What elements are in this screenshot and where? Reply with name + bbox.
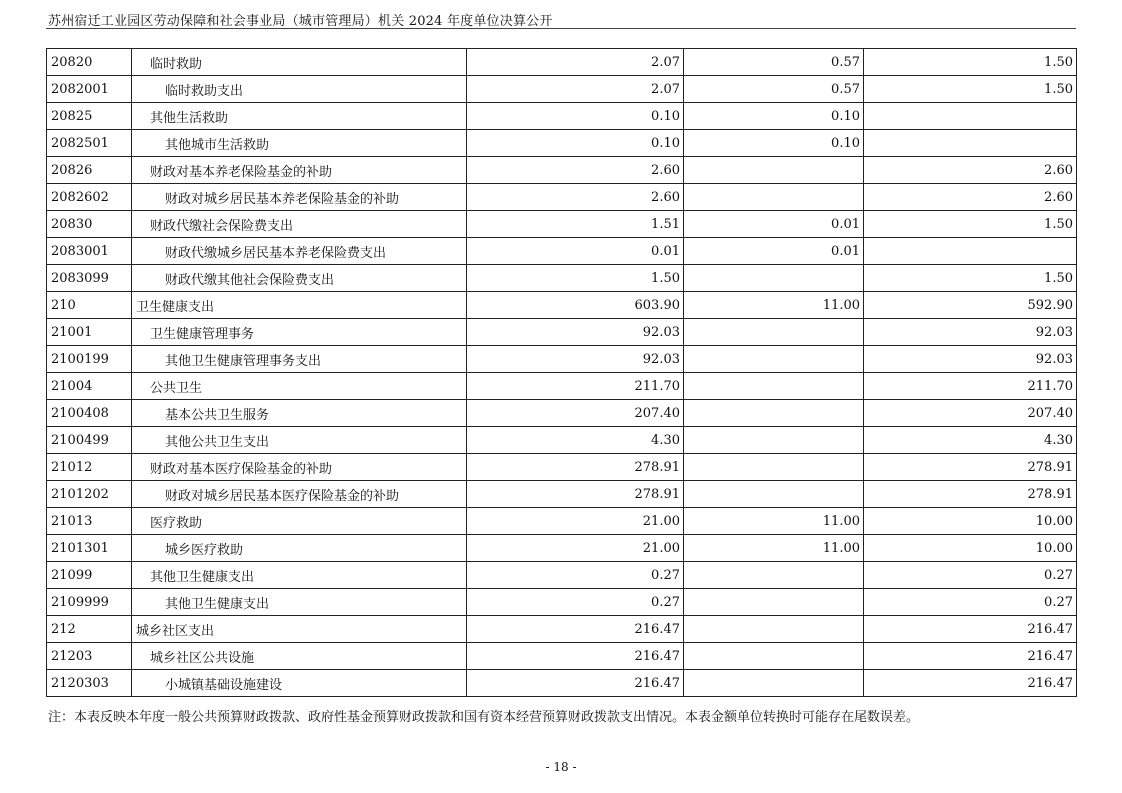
basic-expenditure-cell — [684, 643, 864, 670]
table-row — [47, 616, 1077, 643]
subject-code-cell: 2100408 — [47, 400, 132, 427]
subject-code-cell: 2101301 — [47, 535, 132, 562]
project-expenditure-cell: 211.70 — [864, 373, 1077, 400]
subject-code-cell: 2109999 — [47, 589, 132, 616]
basic-expenditure-cell: 0.10 — [684, 103, 864, 130]
total-amount-cell: 0.10 — [467, 103, 684, 130]
subject-name-cell: 财政对基本医疗保险基金的补助 — [132, 454, 467, 481]
page-number: - 18 - — [545, 760, 577, 774]
project-expenditure-cell: 207.40 — [864, 400, 1077, 427]
expenditure-table-body — [47, 49, 1077, 697]
total-amount-cell: 92.03 — [467, 346, 684, 373]
table-row — [47, 346, 1077, 373]
basic-expenditure-cell — [684, 157, 864, 184]
subject-name-cell: 财政代缴其他社会保险费支出 — [132, 265, 467, 292]
project-expenditure-cell — [864, 103, 1077, 130]
subject-name-cell: 城乡社区公共设施 — [132, 643, 467, 670]
total-amount-cell: 2.60 — [467, 184, 684, 211]
basic-expenditure-cell — [684, 454, 864, 481]
table-row — [47, 130, 1077, 157]
total-amount-cell: 216.47 — [467, 643, 684, 670]
total-amount-cell: 4.30 — [467, 427, 684, 454]
subject-name-cell: 其他卫生健康支出 — [132, 562, 467, 589]
project-expenditure-cell: 0.27 — [864, 589, 1077, 616]
table-row — [47, 319, 1077, 346]
subject-name-cell: 临时救助 — [132, 49, 467, 76]
subject-code-cell: 2101202 — [47, 481, 132, 508]
project-expenditure-cell: 92.03 — [864, 319, 1077, 346]
subject-code-cell: 21099 — [47, 562, 132, 589]
project-expenditure-cell: 2.60 — [864, 157, 1077, 184]
subject-code-cell: 20825 — [47, 103, 132, 130]
basic-expenditure-cell — [684, 319, 864, 346]
subject-name-cell: 临时救助支出 — [132, 76, 467, 103]
total-amount-cell: 211.70 — [467, 373, 684, 400]
subject-code-cell: 21004 — [47, 373, 132, 400]
basic-expenditure-cell: 11.00 — [684, 508, 864, 535]
total-amount-cell: 21.00 — [467, 535, 684, 562]
basic-expenditure-cell — [684, 481, 864, 508]
subject-name-cell: 城乡社区支出 — [132, 616, 467, 643]
table-row — [47, 427, 1077, 454]
subject-code-cell: 212 — [47, 616, 132, 643]
table-row — [47, 508, 1077, 535]
table-row — [47, 535, 1077, 562]
table-row — [47, 265, 1077, 292]
subject-name-cell: 城乡医疗救助 — [132, 535, 467, 562]
subject-name-cell: 其他城市生活救助 — [132, 130, 467, 157]
subject-code-cell: 21012 — [47, 454, 132, 481]
total-amount-cell: 207.40 — [467, 400, 684, 427]
subject-name-cell: 其他生活救助 — [132, 103, 467, 130]
subject-name-cell: 财政对城乡居民基本医疗保险基金的补助 — [132, 481, 467, 508]
total-amount-cell: 21.00 — [467, 508, 684, 535]
subject-name-cell: 财政对城乡居民基本养老保险基金的补助 — [132, 184, 467, 211]
document-header-title: 苏州宿迁工业园区劳动保障和社会事业局（城市管理局）机关 2024 年度单位决算公开 — [48, 14, 553, 29]
subject-code-cell: 21203 — [47, 643, 132, 670]
table-row — [47, 373, 1077, 400]
project-expenditure-cell: 92.03 — [864, 346, 1077, 373]
subject-name-cell: 医疗救助 — [132, 508, 467, 535]
subject-code-cell: 21001 — [47, 319, 132, 346]
table-row — [47, 292, 1077, 319]
subject-code-cell: 2083099 — [47, 265, 132, 292]
total-amount-cell: 2.07 — [467, 49, 684, 76]
table-row — [47, 184, 1077, 211]
basic-expenditure-cell: 0.57 — [684, 76, 864, 103]
subject-code-cell: 2082501 — [47, 130, 132, 157]
project-expenditure-cell: 1.50 — [864, 49, 1077, 76]
table-row — [47, 670, 1077, 697]
subject-name-cell: 小城镇基础设施建设 — [132, 670, 467, 697]
basic-expenditure-cell — [684, 562, 864, 589]
total-amount-cell: 2.07 — [467, 76, 684, 103]
subject-name-cell: 其他卫生健康管理事务支出 — [132, 346, 467, 373]
table-row — [47, 562, 1077, 589]
subject-name-cell: 财政代缴城乡居民基本养老保险费支出 — [132, 238, 467, 265]
project-expenditure-cell: 10.00 — [864, 508, 1077, 535]
subject-code-cell: 210 — [47, 292, 132, 319]
project-expenditure-cell: 2.60 — [864, 184, 1077, 211]
table-row — [47, 454, 1077, 481]
basic-expenditure-cell: 11.00 — [684, 292, 864, 319]
subject-name-cell: 财政代缴社会保险费支出 — [132, 211, 467, 238]
project-expenditure-cell: 216.47 — [864, 670, 1077, 697]
basic-expenditure-cell — [684, 184, 864, 211]
table-row — [47, 643, 1077, 670]
project-expenditure-cell — [864, 238, 1077, 265]
basic-expenditure-cell — [684, 400, 864, 427]
project-expenditure-cell: 4.30 — [864, 427, 1077, 454]
total-amount-cell: 0.27 — [467, 589, 684, 616]
basic-expenditure-cell — [684, 346, 864, 373]
basic-expenditure-cell — [684, 670, 864, 697]
basic-expenditure-cell: 11.00 — [684, 535, 864, 562]
table-row — [47, 157, 1077, 184]
basic-expenditure-cell: 0.10 — [684, 130, 864, 157]
basic-expenditure-cell — [684, 265, 864, 292]
total-amount-cell: 216.47 — [467, 616, 684, 643]
subject-name-cell: 基本公共卫生服务 — [132, 400, 467, 427]
basic-expenditure-cell: 0.01 — [684, 238, 864, 265]
subject-name-cell: 其他卫生健康支出 — [132, 589, 467, 616]
subject-code-cell: 21013 — [47, 508, 132, 535]
basic-expenditure-cell — [684, 616, 864, 643]
total-amount-cell: 0.01 — [467, 238, 684, 265]
subject-code-cell: 20830 — [47, 211, 132, 238]
total-amount-cell: 0.27 — [467, 562, 684, 589]
table-row — [47, 49, 1077, 76]
basic-expenditure-cell: 0.01 — [684, 211, 864, 238]
subject-code-cell: 2082001 — [47, 76, 132, 103]
project-expenditure-cell: 1.50 — [864, 76, 1077, 103]
subject-code-cell: 20820 — [47, 49, 132, 76]
basic-expenditure-cell: 0.57 — [684, 49, 864, 76]
total-amount-cell: 216.47 — [467, 670, 684, 697]
table-row — [47, 481, 1077, 508]
total-amount-cell: 92.03 — [467, 319, 684, 346]
total-amount-cell: 1.50 — [467, 265, 684, 292]
header-divider — [46, 28, 1076, 29]
subject-name-cell: 卫生健康管理事务 — [132, 319, 467, 346]
expenditure-table — [46, 48, 1077, 697]
total-amount-cell: 0.10 — [467, 130, 684, 157]
subject-name-cell: 其他公共卫生支出 — [132, 427, 467, 454]
project-expenditure-cell: 278.91 — [864, 454, 1077, 481]
project-expenditure-cell: 1.50 — [864, 211, 1077, 238]
basic-expenditure-cell — [684, 589, 864, 616]
project-expenditure-cell: 216.47 — [864, 643, 1077, 670]
table-row — [47, 238, 1077, 265]
basic-expenditure-cell — [684, 373, 864, 400]
subject-code-cell: 2083001 — [47, 238, 132, 265]
table-row — [47, 103, 1077, 130]
table-row — [47, 589, 1077, 616]
total-amount-cell: 278.91 — [467, 454, 684, 481]
total-amount-cell: 2.60 — [467, 157, 684, 184]
project-expenditure-cell: 278.91 — [864, 481, 1077, 508]
table-row — [47, 76, 1077, 103]
project-expenditure-cell: 592.90 — [864, 292, 1077, 319]
subject-code-cell: 2082602 — [47, 184, 132, 211]
subject-code-cell: 2100199 — [47, 346, 132, 373]
project-expenditure-cell: 216.47 — [864, 616, 1077, 643]
subject-code-cell: 20826 — [47, 157, 132, 184]
project-expenditure-cell: 1.50 — [864, 265, 1077, 292]
project-expenditure-cell: 10.00 — [864, 535, 1077, 562]
project-expenditure-cell: 0.27 — [864, 562, 1077, 589]
subject-name-cell: 财政对基本养老保险基金的补助 — [132, 157, 467, 184]
subject-code-cell: 2120303 — [47, 670, 132, 697]
project-expenditure-cell — [864, 130, 1077, 157]
subject-name-cell: 卫生健康支出 — [132, 292, 467, 319]
table-row — [47, 400, 1077, 427]
table-row — [47, 211, 1077, 238]
total-amount-cell: 1.51 — [467, 211, 684, 238]
total-amount-cell: 603.90 — [467, 292, 684, 319]
total-amount-cell: 278.91 — [467, 481, 684, 508]
basic-expenditure-cell — [684, 427, 864, 454]
subject-name-cell: 公共卫生 — [132, 373, 467, 400]
subject-code-cell: 2100499 — [47, 427, 132, 454]
table-footnote: 注：本表反映本年度一般公共预算财政拨款、政府性基金预算财政拨款和国有资本经营预算财政拨款支出情况。本表金额单位转换时可能存在尾数误差。 — [48, 710, 920, 725]
